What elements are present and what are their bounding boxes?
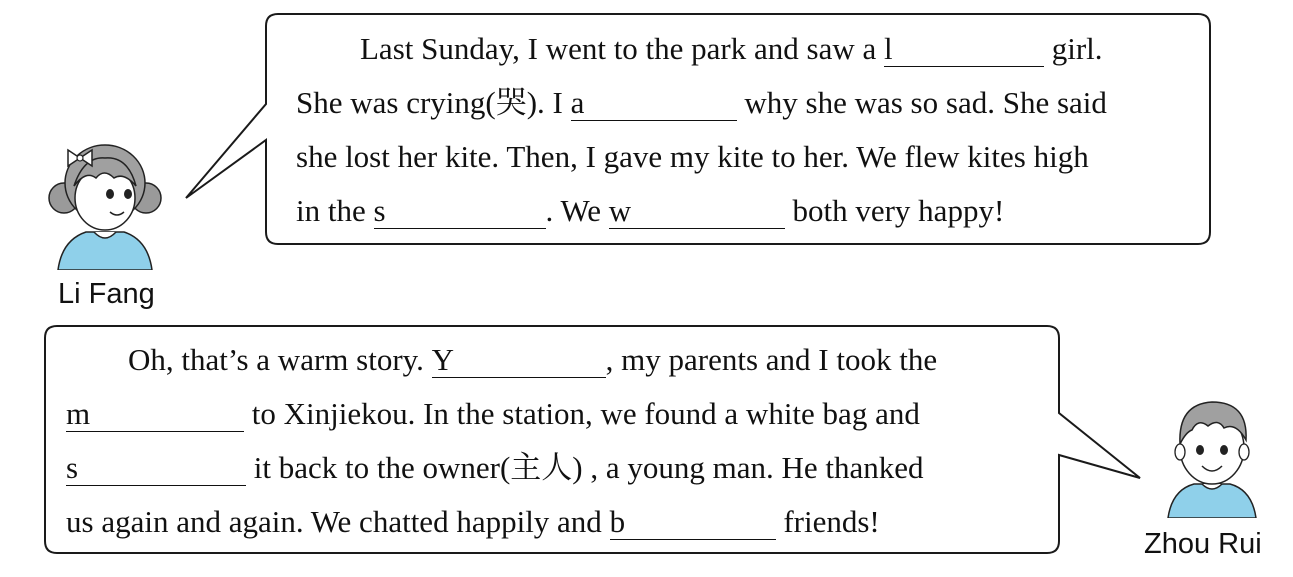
li-fang-avatar bbox=[44, 128, 166, 270]
li-fang-line-4: in the s . We w both very happy! bbox=[296, 193, 1005, 228]
zhou-rui-paragraph bbox=[66, 333, 937, 549]
blank-a[interactable]: a bbox=[571, 86, 737, 121]
blank-l[interactable]: l bbox=[884, 32, 1044, 67]
li-fang-name: Li Fang bbox=[58, 278, 155, 310]
zhou-rui-name: Zhou Rui bbox=[1144, 528, 1262, 560]
zhou-rui-line-2: m to Xinjiekou. In the station, we found a white bag and bbox=[66, 396, 920, 431]
zhou-rui-line-4: us again and again. We chatted happily and b friends! bbox=[66, 504, 880, 539]
blank-s-sent[interactable]: s bbox=[66, 451, 246, 486]
blank-y[interactable]: Y bbox=[432, 343, 606, 378]
blank-m[interactable]: m bbox=[66, 397, 244, 432]
zhou-rui-line-3: s it back to the owner(主人) , a young man. He thanked bbox=[66, 450, 924, 485]
li-fang-line-2: She was crying(哭). I a why she was so sad. She said bbox=[296, 85, 1107, 120]
li-fang-line-1: Last Sunday, I went to the park and saw a l girl. bbox=[360, 31, 1103, 66]
blank-b[interactable]: b bbox=[610, 505, 776, 540]
li-fang-paragraph bbox=[296, 22, 1107, 238]
blank-w[interactable]: w bbox=[609, 194, 785, 229]
blank-s-sky[interactable]: s bbox=[374, 194, 546, 229]
zhou-rui-line-1: Oh, that’s a warm story. Y , my parents and I took the bbox=[128, 342, 938, 377]
li-fang-line-3: she lost her kite. Then, I gave my kite to her. We flew kites high bbox=[296, 139, 1089, 174]
zhou-rui-avatar bbox=[1162, 392, 1262, 518]
